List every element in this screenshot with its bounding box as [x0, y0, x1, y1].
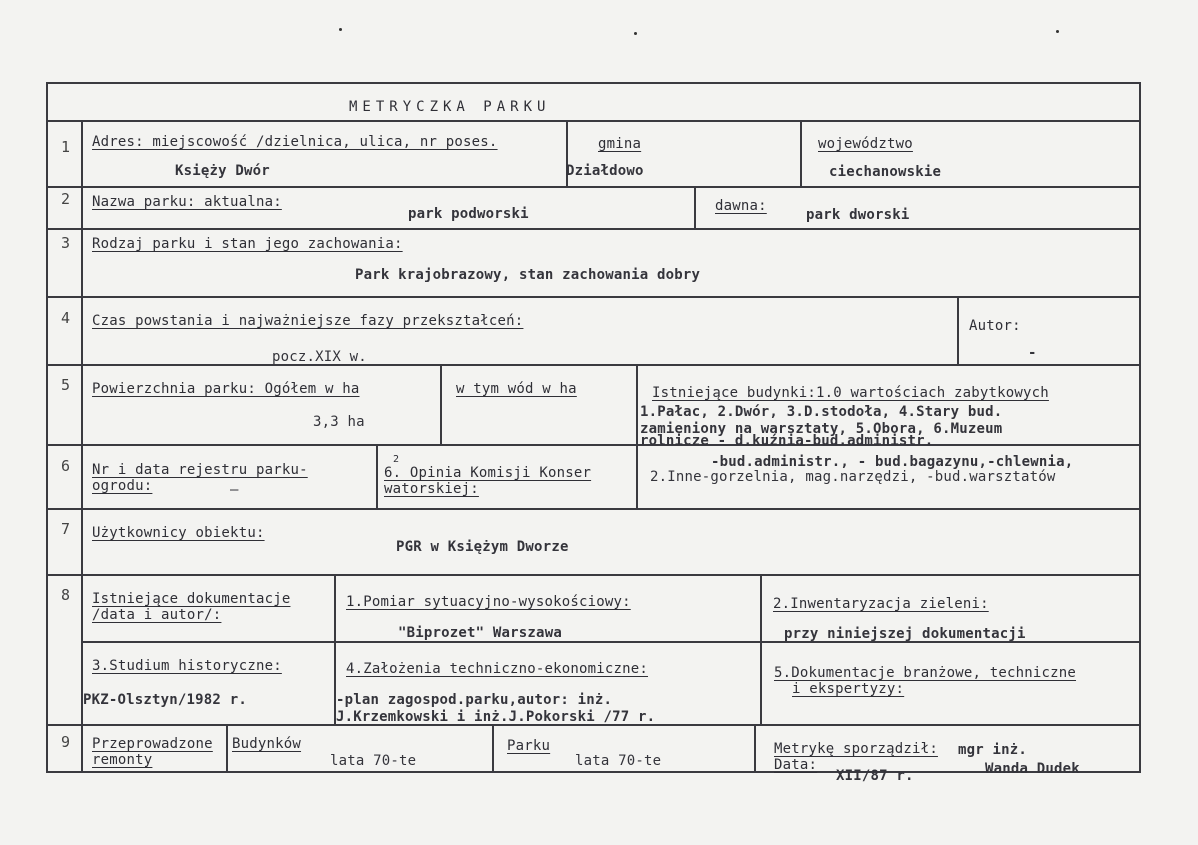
row-number-2: 2 — [61, 190, 71, 208]
buildings-line-2: zamieniony na warsztaty, 5.Obora, 6.Muzeum — [640, 421, 1003, 437]
author-value: - — [1028, 345, 1037, 361]
register-label-2: ogrodu: — [92, 478, 153, 494]
area-label: Powierzchnia parku: Ogółem w ha — [92, 381, 360, 397]
page-title: METRYCZKA PARKU — [349, 99, 551, 115]
r9-divider-a — [226, 724, 228, 773]
row-number-9: 9 — [61, 733, 71, 751]
speck — [634, 32, 637, 35]
buildings-line-1: 1.Pałac, 2.Dwór, 3.D.stodoła, 4.Stary bud. — [640, 404, 1003, 420]
voivodeship-label: województwo — [818, 136, 913, 152]
repairs-label-1: Przeprowadzone — [92, 736, 213, 752]
buildings-label: Istniejące budynki:1.0 wartościach zabytkowych — [652, 385, 1049, 401]
park-type-label: Rodzaj parku i stan jego zachowania: — [92, 236, 403, 252]
row-divider-3 — [46, 296, 1141, 298]
number-column-divider — [81, 120, 83, 773]
tech-label: 4.Założenia techniczno-ekonomiczne: — [346, 661, 649, 677]
r4-divider — [957, 296, 959, 364]
history-value: PKZ-Olsztyn/1982 r. — [83, 692, 247, 708]
buildings-line-4: -bud.administr., - bud.bagazynu,-chlewnia, — [711, 454, 1074, 470]
r2-divider — [694, 186, 696, 228]
docs-label-2: /data i autor/: — [92, 607, 222, 623]
row-number-1: 1 — [61, 138, 71, 156]
origin-time-label: Czas powstania i najważniejsze fazy przekształceń: — [92, 313, 524, 329]
register-value: — — [230, 482, 239, 498]
row-number-6: 6 — [61, 457, 71, 475]
repairs-label-2: remonty — [92, 752, 153, 768]
border-top — [46, 82, 1141, 84]
row-number-4: 4 — [61, 309, 71, 327]
inventory-label: 2.Inwentaryzacja zieleni: — [773, 596, 989, 612]
r9-divider-c — [754, 724, 756, 773]
buildings-line-3: rolnicze - d.kuźnia-bud.administr. — [640, 433, 934, 449]
opinion-label-1: 6. Opinia Komisji Konser — [384, 465, 592, 481]
row-number-5: 5 — [61, 376, 71, 394]
r6-divider — [376, 444, 378, 508]
branch-docs-label-2: i ekspertyzy: — [792, 681, 905, 697]
r9-divider-b — [492, 724, 494, 773]
survey-label: 1.Pomiar sytuacyjno-wysokościowy: — [346, 594, 631, 610]
old-name-value: park dworski — [806, 207, 910, 223]
row-divider-6 — [46, 508, 1141, 510]
row-divider-5 — [46, 444, 1141, 446]
repairs-park-label: Parku — [507, 738, 551, 754]
repairs-park-value: lata 70-te — [575, 753, 662, 769]
speck — [1056, 30, 1059, 33]
tech-value-2: J.Krzemkowski i inż.J.Pokorski /77 r. — [336, 709, 656, 725]
row-number-3: 3 — [61, 234, 71, 252]
row-divider-2 — [46, 228, 1141, 230]
park-type-value: Park krajobrazowy, stan zachowania dobry — [355, 267, 701, 283]
gmina-label: gmina — [598, 136, 642, 152]
prepared-by-value-1: mgr inż. — [958, 742, 1028, 758]
r8-divider-b — [760, 574, 762, 724]
gmina-value: Działdowo — [566, 163, 644, 179]
old-name-label: dawna: — [715, 198, 767, 214]
row-divider-1 — [46, 186, 1141, 188]
repairs-buildings-label: Budynków — [232, 736, 302, 752]
address-label: Adres: miejscowość /dzielnica, ulica, nr poses. — [92, 134, 498, 150]
r1-divider-b — [800, 120, 802, 186]
date-label: Data: — [774, 757, 818, 773]
opinion-label-2: watorskiej: — [384, 481, 479, 497]
prepared-by-label: Metrykę sporządził: — [774, 741, 938, 757]
origin-time-value: pocz.XIX w. — [272, 349, 367, 365]
row-number-7: 7 — [61, 520, 71, 538]
history-label: 3.Studium historyczne: — [92, 658, 282, 674]
area-value: 3,3 ha — [313, 414, 365, 430]
voivodeship-value: ciechanowskie — [829, 164, 942, 180]
r5-divider-a — [440, 364, 442, 444]
inventory-value: przy niniejszej dokumentacji — [784, 626, 1026, 642]
prepared-by-value-2: Wanda Dudek — [985, 761, 1080, 777]
water-area-label: w tym wód w ha — [456, 381, 577, 397]
author-label: Autor: — [969, 318, 1021, 334]
row-divider-7 — [46, 574, 1141, 576]
users-label: Użytkownicy obiektu: — [92, 525, 265, 541]
opinion-superscript: 2 — [393, 454, 400, 465]
border-bottom — [46, 771, 1141, 773]
users-value: PGR w Księżym Dworze — [396, 539, 569, 555]
row-divider-title — [46, 120, 1141, 122]
date-value: XII/87 r. — [836, 768, 914, 784]
park-name-value: park podworski — [408, 206, 529, 222]
speck — [339, 28, 342, 31]
docs-label-1: Istniejące dokumentacje — [92, 591, 291, 607]
park-name-label: Nazwa parku: aktualna: — [92, 194, 282, 210]
row-divider-4 — [46, 364, 1141, 366]
tech-value-1: -plan zagospod.parku,autor: inż. — [336, 692, 613, 708]
repairs-buildings-value: lata 70-te — [330, 753, 417, 769]
branch-docs-label-1: 5.Dokumentacje branżowe, techniczne — [774, 665, 1077, 681]
r5-divider-b — [636, 364, 638, 508]
survey-value: "Biprozet" Warszawa — [398, 625, 562, 641]
buildings-line-5: 2.Inne-gorzelnia, mag.narzędzi, -bud.warsztatów — [650, 469, 1056, 485]
row-number-8: 8 — [61, 586, 71, 604]
address-value: Księży Dwór — [175, 163, 270, 179]
register-label-1: Nr i data rejestru parku- — [92, 462, 308, 478]
